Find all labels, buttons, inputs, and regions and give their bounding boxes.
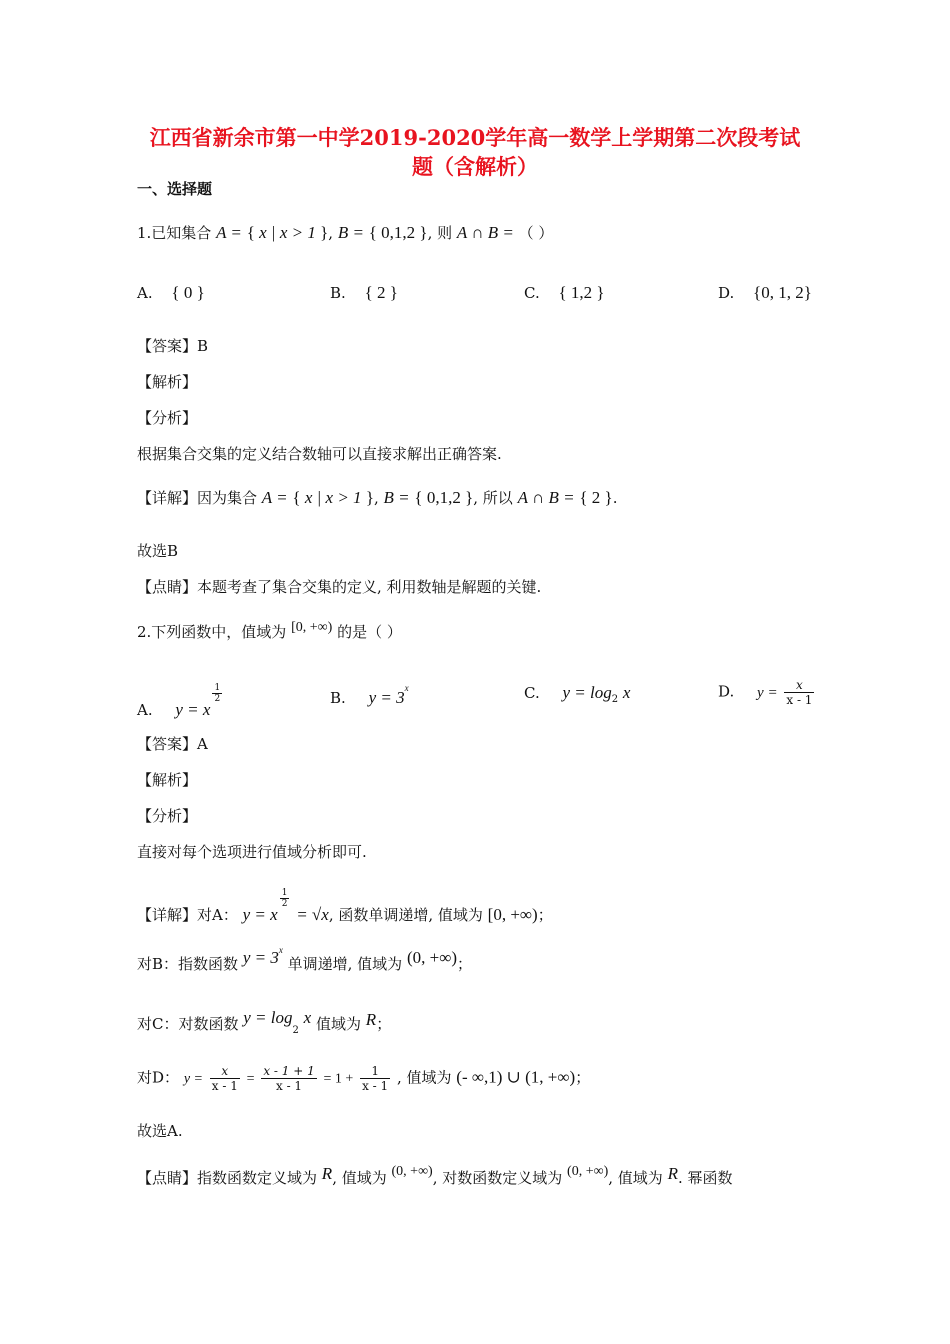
- q1-analysis: 根据集合交集的定义结合数轴可以直接求解出正确答案.: [137, 445, 502, 463]
- q2-option-d: D. y = $\frac{x}{x - 1}$: [718, 678, 813, 707]
- q1-set-b: B =: [337, 223, 364, 242]
- q2-fenxi-heading: 【分析】: [137, 807, 198, 825]
- q2-choose: 故选A.: [137, 1122, 183, 1140]
- q1-paren: （ ）: [518, 224, 554, 242]
- q1-stem: [137, 222, 553, 243]
- q1-comment: 【点睛】本题考查了集合交集的定义, 利用数轴是解题的关键.: [137, 578, 542, 596]
- document-title-line2: 题（含解析）: [412, 154, 538, 179]
- q1-jiexi-heading: 【解析】: [137, 373, 198, 391]
- q1-choose: 故选B: [137, 542, 179, 560]
- q2-detail-a: 【详解】对A： y = x $\frac{1}{2}$ = √x, 函数单调递增, 值域为 [0, +∞)；: [137, 888, 553, 924]
- q2-option-a: A. y = x $\frac{1}{2}$: [137, 683, 221, 719]
- q1-prefix: 1.已知集合: [137, 224, 212, 242]
- q1-set-b-body: { 0,1,2 }: [368, 223, 428, 242]
- q2-option-b: B. $y = 3^x$: [330, 683, 409, 707]
- q1-option-c: C. { 1,2 }: [524, 283, 605, 302]
- q2-detail-b: 对B：指数函数 $y = 3^x$ 单调递增, 值域为 (0, +∞)；: [137, 945, 472, 973]
- section-heading: 一、选择题: [137, 180, 213, 198]
- q1-option-a: A. { 0 }: [137, 283, 205, 302]
- q2-analysis: 直接对每个选项进行值域分析即可.: [137, 843, 367, 861]
- q1-then: , 则: [427, 224, 453, 242]
- q2-option-c: C. $y = \log_2 x$: [524, 683, 631, 705]
- q1-answer: 【答案】B: [137, 337, 209, 355]
- q2-detail-c: 对C：对数函数 $y = \log_2 x$ 值域为 R；: [137, 1008, 392, 1036]
- q1-set-a: A =: [216, 223, 242, 242]
- q2-detail-d: 对D： y = $\frac{x}{x - 1}$ = $\frac{x - 1 + 1}{x - 1}$ = 1 + $\frac{1}{x - 1}$ , 值域为 (- ∞,1) ∪ (1, +∞)；: [137, 1064, 591, 1093]
- q1-option-d: D. {0, 1, 2}: [718, 283, 812, 302]
- q1-option-b: B. { 2 }: [330, 283, 398, 302]
- q2-answer: 【答案】A: [137, 735, 208, 753]
- q1-fenxi-heading: 【分析】: [137, 409, 198, 427]
- q1-detail: 【详解】因为集合 A = { x | x > 1 }, B = { 0,1,2 }, 所以 A ∩ B = { 2 }.: [137, 488, 618, 507]
- q2-jiexi-heading: 【解析】: [137, 771, 198, 789]
- document-title-line1: 江西省新余市第一中学2019-2020学年高一数学上学期第二次段考试: [149, 125, 801, 150]
- q1-sep: ,: [328, 224, 338, 242]
- q2-comment: 【点睛】指数函数定义域为 R, 值域为 (0, +∞), 对数函数定义域为 (0, +∞), 值域为 R. 幂函数: [137, 1164, 733, 1187]
- q1-expr: A ∩ B =: [456, 223, 514, 242]
- q2-stem: 2.下列函数中，值域为 [0, +∞) 的是（ ）: [137, 620, 402, 641]
- q1-set-a-body: { x | x > 1 }: [246, 223, 329, 242]
